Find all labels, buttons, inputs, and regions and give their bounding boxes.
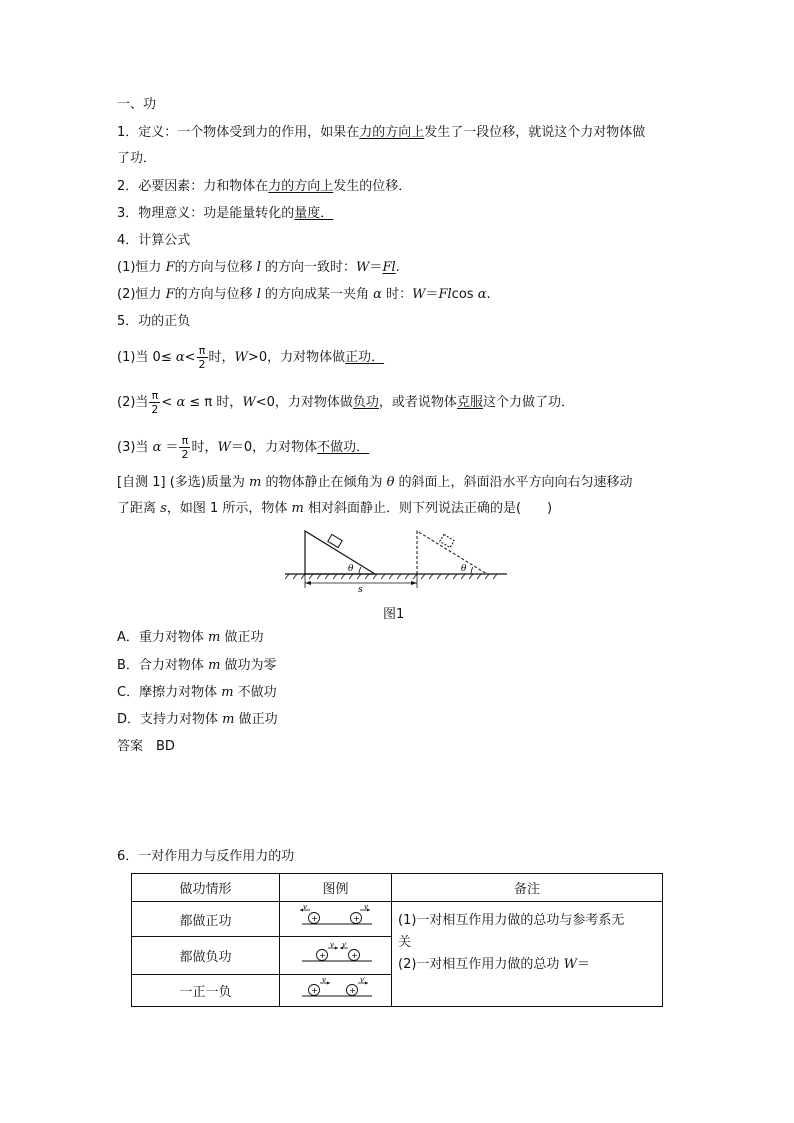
svg-text:+: + [318, 950, 326, 960]
text: 时， [208, 350, 235, 365]
text: (1)当 0≤ [117, 350, 176, 365]
table-header: 做功情形 [132, 874, 280, 902]
underlined-text: 力的方向上 [268, 179, 334, 194]
fraction-pi-over-2 [179, 434, 190, 461]
text: 这个力做了功． [482, 395, 574, 410]
text: 6．一对作用力与反作用力的功 [117, 849, 295, 864]
text: 时： [381, 287, 413, 302]
text: ＝ [425, 287, 439, 302]
text: (2)一对相互作用力做的总功 [398, 957, 564, 972]
var-alpha: α [176, 395, 186, 410]
text: ＝ [576, 957, 590, 972]
meaning-line [117, 204, 333, 224]
underlined-text: 正功． [345, 350, 385, 365]
option-d [117, 710, 278, 730]
var-F: F [165, 260, 175, 275]
var-m: m [222, 712, 235, 727]
text: 的方向与位移 [174, 260, 257, 275]
option-c [117, 683, 277, 703]
var-W: W [234, 350, 248, 365]
table-cell: 都做正功 [132, 902, 280, 937]
text: (1)恒力 [117, 260, 166, 275]
answer: 答案 BD [117, 739, 175, 754]
text: 时， [191, 440, 218, 455]
theta-label-2: θ [461, 564, 467, 574]
var-W: W [242, 395, 256, 410]
work-table [131, 873, 663, 1007]
var-alpha: α [373, 287, 382, 302]
theta-label: θ [348, 564, 354, 574]
text: 的方向与位移 [174, 287, 257, 302]
text: 做正功 [234, 712, 278, 727]
diagram-cell [280, 975, 392, 1007]
fraction-numerator: π [197, 344, 208, 358]
table-cell: 都做负功 [132, 937, 280, 975]
text: 的斜面上，斜面沿水平方向向右匀速移动 [394, 475, 633, 490]
fraction-numerator: π [179, 434, 190, 448]
option-a [117, 628, 264, 648]
text: . [486, 287, 491, 302]
var-W: W [217, 440, 231, 455]
var-s: s [160, 501, 167, 516]
text: (2)恒力 [117, 287, 166, 302]
text: (2)当 [117, 395, 149, 410]
table-header-row [132, 874, 663, 902]
note-1: (1)一对相互作用力做的总功与参考系无 [398, 913, 625, 928]
var-m: m [248, 475, 262, 490]
text: ，如图 1 所示，物体 [166, 501, 292, 516]
question-tag: [自测 1] [117, 475, 166, 490]
text: 1．定义：一个物体受到力的作用，如果在 [117, 125, 360, 140]
text: ≤ π 时， [185, 395, 243, 410]
text: 的物体静止在倾角为 [261, 475, 387, 490]
text: <0，力对物体做 [255, 395, 353, 410]
section-title [117, 95, 156, 115]
formula-line-2 [117, 285, 491, 305]
var-alpha: α [152, 440, 162, 455]
var-W: W [412, 287, 426, 302]
table-row [132, 902, 663, 937]
text: D．支持力对物体 [117, 712, 223, 727]
angle-arc-2 [471, 567, 473, 574]
text: B．合力对物体 [117, 658, 209, 673]
var-m: m [208, 630, 221, 645]
v-label: v [329, 941, 334, 949]
v-label: v [321, 976, 326, 984]
text: 的方向成某一夹角 [260, 287, 374, 302]
diagram-cell [280, 937, 392, 975]
text: < [184, 350, 196, 365]
text: < [161, 395, 177, 410]
s-label: s [358, 585, 363, 595]
text: 不做功 [233, 685, 277, 700]
text: (多选)质量为 [165, 475, 249, 490]
text: ＝ [369, 260, 383, 275]
var-l: l [256, 287, 261, 302]
text: 4．计算公式 [117, 233, 191, 248]
sign-line-3 [117, 433, 369, 463]
underlined-text: 力的方向上 [359, 125, 425, 140]
text: 做正功 [220, 630, 264, 645]
var-Fl: Fl [438, 287, 452, 302]
var-theta: θ [386, 475, 395, 490]
text: . [395, 260, 400, 275]
fraction-denominator: 2 [181, 448, 189, 461]
underlined-text: 负功 [352, 395, 379, 410]
text: (3)当 [117, 440, 153, 455]
var-W: W [563, 957, 577, 972]
var-m: m [291, 501, 304, 516]
var-m: m [208, 658, 221, 673]
s-arrowhead-left [305, 581, 311, 585]
text: ，或者说物体 [378, 395, 457, 410]
factors-line [117, 177, 411, 197]
text: 2．必要因素：力和物体在 [117, 179, 269, 194]
var-alpha: α [175, 350, 185, 365]
svg-text:+: + [310, 985, 318, 995]
fraction-pi-over-2 [149, 389, 160, 416]
note-2 [398, 954, 656, 976]
ground-hatching [285, 574, 497, 579]
table-cell: 一正一负 [132, 975, 280, 1007]
table-header: 备注 [392, 874, 663, 902]
v-prime-label: v′ [359, 976, 366, 984]
formula-line-1 [117, 258, 400, 278]
definition-line-2 [117, 149, 156, 169]
incline-solid [305, 531, 375, 574]
text: 发生了一段位移，就说这个力对物体做 [424, 125, 646, 140]
text: 发生的位移． [333, 179, 412, 194]
sign-title [117, 312, 190, 332]
text: A．重力对物体 [117, 630, 209, 645]
v-prime-label: v′ [341, 941, 348, 949]
var-F: F [165, 287, 175, 302]
text: 了距离 [117, 501, 161, 516]
underlined-text: 不做功． [317, 440, 370, 455]
text: cos [451, 287, 478, 302]
underlined-text: 克服 [456, 395, 483, 410]
definition-line [117, 123, 645, 143]
text: ＝ [161, 440, 179, 455]
var-l: l [256, 260, 261, 275]
svg-text:+: + [350, 950, 358, 960]
text: 相对斜面静止．则下列说法正确的是( ) [303, 501, 553, 516]
option-b [117, 656, 277, 676]
diagram-cell [280, 902, 392, 937]
table-header: 图例 [280, 874, 392, 902]
note-cell [392, 902, 663, 1007]
var-W: W [356, 260, 370, 275]
section-6-title [117, 847, 294, 867]
var-Fl: Fl [382, 260, 396, 275]
figure-caption: 图1 [383, 607, 405, 622]
svg-text:+: + [310, 914, 318, 923]
text: 做功为零 [220, 658, 277, 673]
underlined-text: 量度． [294, 206, 334, 221]
svg-text:+: + [352, 914, 360, 923]
sign-line-1 [117, 343, 384, 373]
v-label: v [302, 905, 307, 911]
angle-arc [359, 567, 361, 574]
text: 5．功的正负 [117, 314, 191, 329]
formula-title [117, 231, 190, 251]
note-1-continued: 关 [398, 935, 412, 950]
diagram-both-negative [296, 942, 376, 966]
diagram-both-positive [296, 905, 376, 929]
answer-line [117, 737, 175, 757]
text: 的方向一致时： [260, 260, 357, 275]
s-arrowhead-right [411, 581, 417, 585]
text: 3．物理意义：功是能量转化的 [117, 206, 295, 221]
incline-dashed [417, 531, 487, 574]
sign-line-2 [117, 388, 574, 418]
fraction-denominator: 2 [198, 358, 206, 371]
fraction-numerator: π [149, 389, 160, 403]
question-stem-2 [117, 499, 552, 519]
fraction-denominator: 2 [151, 403, 159, 416]
question-stem-1 [117, 473, 633, 493]
block-dashed [440, 534, 454, 547]
section-title-text: 一、功 [117, 97, 157, 112]
text: C．摩擦力对物体 [117, 685, 222, 700]
svg-text:+: + [348, 985, 356, 995]
text: >0，力对物体做 [247, 350, 346, 365]
var-alpha: α [477, 287, 487, 302]
v-prime-label: v′ [363, 905, 370, 911]
incline-figure [285, 528, 515, 598]
text: ＝0，力对物体 [230, 440, 318, 455]
fraction-pi-over-2 [197, 344, 208, 371]
diagram-one-positive-one-negative [296, 977, 376, 1001]
var-m: m [221, 685, 234, 700]
block-solid [328, 534, 342, 547]
text: 了功． [117, 151, 157, 166]
